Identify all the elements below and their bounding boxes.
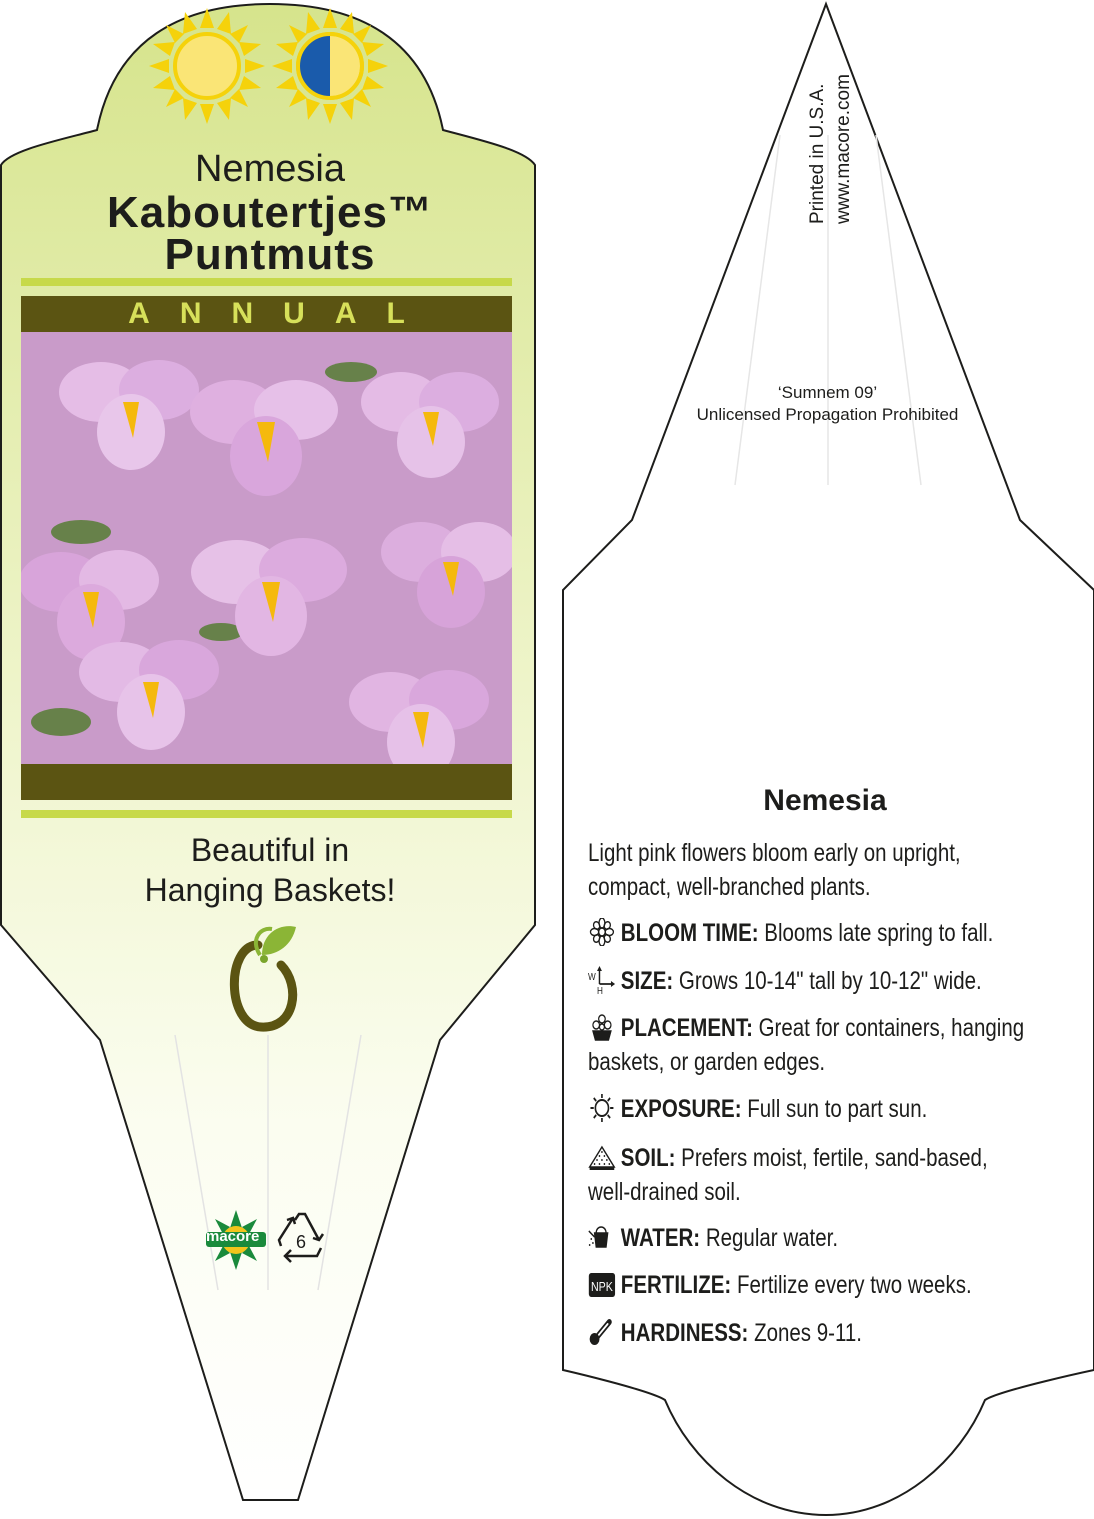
sun-icon xyxy=(588,1094,616,1122)
back-title: Nemesia xyxy=(763,784,887,817)
detail-size: W H SIZE: Grows 10-14" tall by 10-12" wide. xyxy=(588,967,982,995)
category-label: ANNUAL xyxy=(128,297,435,330)
flower-icon xyxy=(588,918,616,946)
svg-text:NPK: NPK xyxy=(590,1278,613,1295)
watering-can-icon xyxy=(588,1223,616,1251)
lime-bar-bottom xyxy=(21,810,512,818)
size-icon xyxy=(588,966,616,994)
svg-text:W: W xyxy=(588,971,596,983)
genus-title: Nemesia xyxy=(195,148,345,190)
plant-name-line1: Kaboutertjes™ xyxy=(107,188,433,237)
brand-logo-text: macore xyxy=(206,1228,260,1245)
printed-in: Printed in U.S.A. xyxy=(807,83,828,224)
tagline-line2: Hanging Baskets! xyxy=(144,872,396,908)
detail-placement: PLACEMENT: Great for containers, hanging baskets, or garden edges. xyxy=(588,1014,1025,1076)
photo-bottom-bar xyxy=(21,764,512,800)
detail-water: WATER: Regular water. xyxy=(588,1221,1031,1255)
part-sun-icon xyxy=(272,8,388,124)
placement-icon xyxy=(588,1013,616,1041)
description: Light pink flowers bloom early on upright, compact, well-branched plants. xyxy=(588,839,961,901)
propagation-notice: Unlicensed Propagation Prohibited xyxy=(696,405,959,424)
thermometer-icon xyxy=(588,1318,616,1346)
plant-name-line2: Puntmuts xyxy=(164,230,376,279)
detail-fertilize: NPK FERTILIZE: Fertilize every two weeks. xyxy=(588,1268,1031,1302)
svg-text:H: H xyxy=(597,985,603,994)
detail-bloom-time: BLOOM TIME: Blooms late spring to fall. xyxy=(588,916,1031,950)
full-sun-icon xyxy=(149,8,265,124)
cultivar-name: ‘Sumnem 09’ xyxy=(777,383,878,402)
soil-icon xyxy=(588,1143,616,1171)
npk-icon xyxy=(588,1270,616,1298)
detail-exposure: EXPOSURE: Full sun to part sun. xyxy=(588,1092,1031,1126)
website: www.macore.com xyxy=(833,74,854,224)
detail-hardiness: HARDINESS: Zones 9-11. xyxy=(588,1316,1031,1350)
flower-photo xyxy=(21,332,512,764)
detail-soil: SOIL: Prefers moist, fertile, sand-based, well-drained soil. xyxy=(588,1144,988,1206)
tagline-line1: Beautiful in xyxy=(190,832,350,868)
recycle-number: 6 xyxy=(295,1232,306,1252)
